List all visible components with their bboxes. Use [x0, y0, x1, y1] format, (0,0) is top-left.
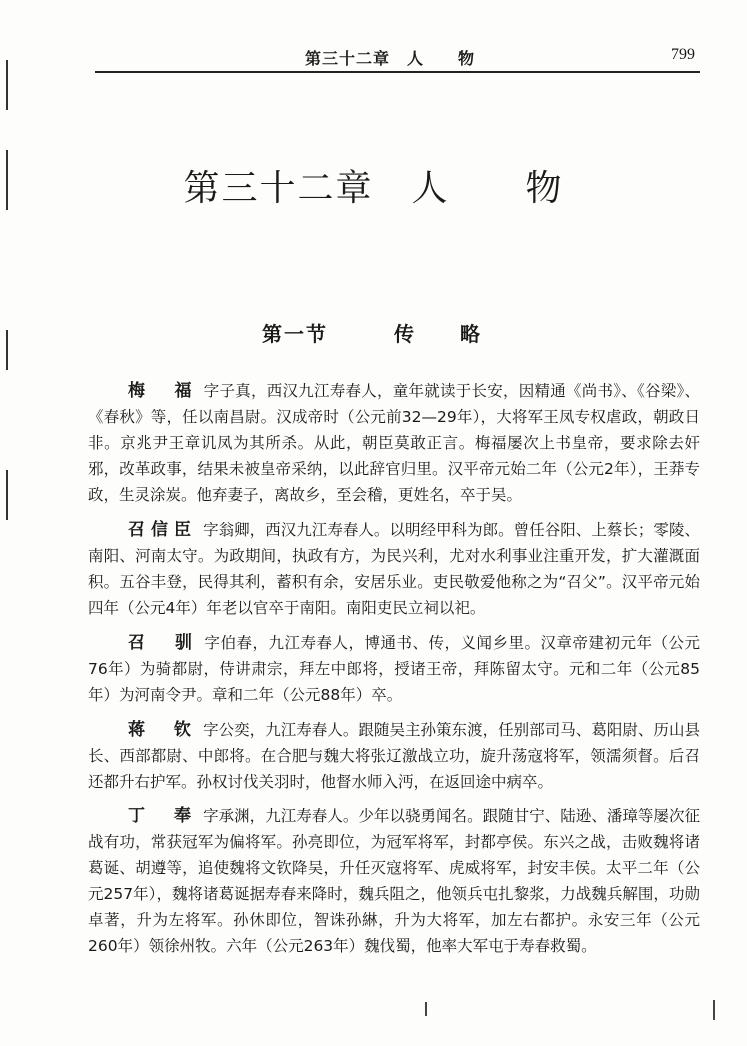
scan-margin-mark — [6, 60, 8, 110]
scan-artifact — [425, 1002, 427, 1016]
biography-text: 字公奕，九江寿春人。跟随吴主孙策东渡，任别部司马、葛阳尉、历山县长、西部都尉、中郎将。在合肥与魏大将张辽激战立功，旋升荡寇将军，领濡须督。后召还都升右护军。孙权讨伐关羽时，他督水师入沔，在返回途中病卒。 — [88, 721, 700, 791]
biography-name: 梅 福 — [128, 381, 198, 401]
scan-margin-mark — [6, 470, 8, 520]
header-rule — [95, 71, 700, 73]
biography-name: 蒋 钦 — [128, 720, 198, 740]
running-title: 第三十二章 人 物 — [305, 49, 476, 68]
page-header — [95, 44, 695, 74]
biography-entry — [88, 803, 700, 959]
biography-entry — [88, 717, 700, 795]
biography-text: 字子真，西汉九江寿春人，童年就读于长安，因精通《尚书》、《谷梁》、《春秋》等，任以南昌尉。汉成帝时（公元前32—29年），大将军王凤专权虐政，朝政日非。京兆尹王章讥凤为其所杀。从此，朝臣莫敢正言。梅福屡次上书皇帝，要求除去奸邪，改革政事，结果未被皇帝采纳，以此辞官归里。汉平帝元始二年（公元2年），王莽专政，生灵涂炭。他弃妻子，离故乡，至会稽，更姓名，卒于吴。 — [88, 382, 700, 504]
chapter-title: 第三十二章 人 物 — [183, 168, 564, 209]
biography-text: 字承渊，九江寿春人。少年以骁勇闻名。跟随甘宁、陆逊、潘璋等屡次征战有功，常获冠军为偏将军。孙亮即位，为冠军将军，封都亭侯。东兴之战，击败魏将诸葛诞、胡遵等，追使魏将文钦降吴，升任灭寇将军、虎威将军，封安丰侯。太平二年（公元257年），魏将诸葛诞据寿春来降时，魏兵阻之，他领兵屯扎黎浆，力战魏兵解围，功勋卓著，升为左将军。孙休即位，智诛孙綝，升为大将军，加左右都护。永安三年（公元260年）领徐州牧。六年（公元263年）魏伐蜀，他率大军屯于寿春救蜀。 — [88, 807, 700, 955]
biography-name: 召信臣 — [128, 520, 198, 540]
biography-name: 丁 奉 — [128, 806, 198, 826]
scan-margin-mark — [6, 330, 8, 370]
scan-artifact — [713, 1000, 715, 1020]
biography-text: 字伯春，九江寿春人，博通书、传，义闻乡里。汉章帝建初元年（公元76年）为骑都尉，侍讲肃宗，拜左中郎将，授诸王帝，拜陈留太守。元和二年（公元85年）为河南令尹。章和二年（公元88年）卒。 — [88, 634, 700, 704]
biography-entry — [88, 378, 700, 508]
page-number: 799 — [671, 46, 695, 63]
biography-name: 召 驯 — [128, 633, 199, 653]
biography-entry — [88, 517, 700, 621]
biography-text: 字翁卿，西汉九江寿春人。以明经甲科为郎。曾任谷阳、上蔡长；零陵、南阳、河南太守。为政期间，执政有方，为民兴利，尤对水利事业注重开发，扩大灌溉面积。五谷丰登，民得其利，蓄积有余，安居乐业。吏民敬爱他称之为“召父”。汉平帝元始四年（公元4年）年老以官卒于南阳。南阳吏民立祠以祀。 — [88, 521, 700, 617]
biography-entry — [88, 630, 700, 708]
section-title: 第一节 传 略 — [262, 322, 482, 346]
